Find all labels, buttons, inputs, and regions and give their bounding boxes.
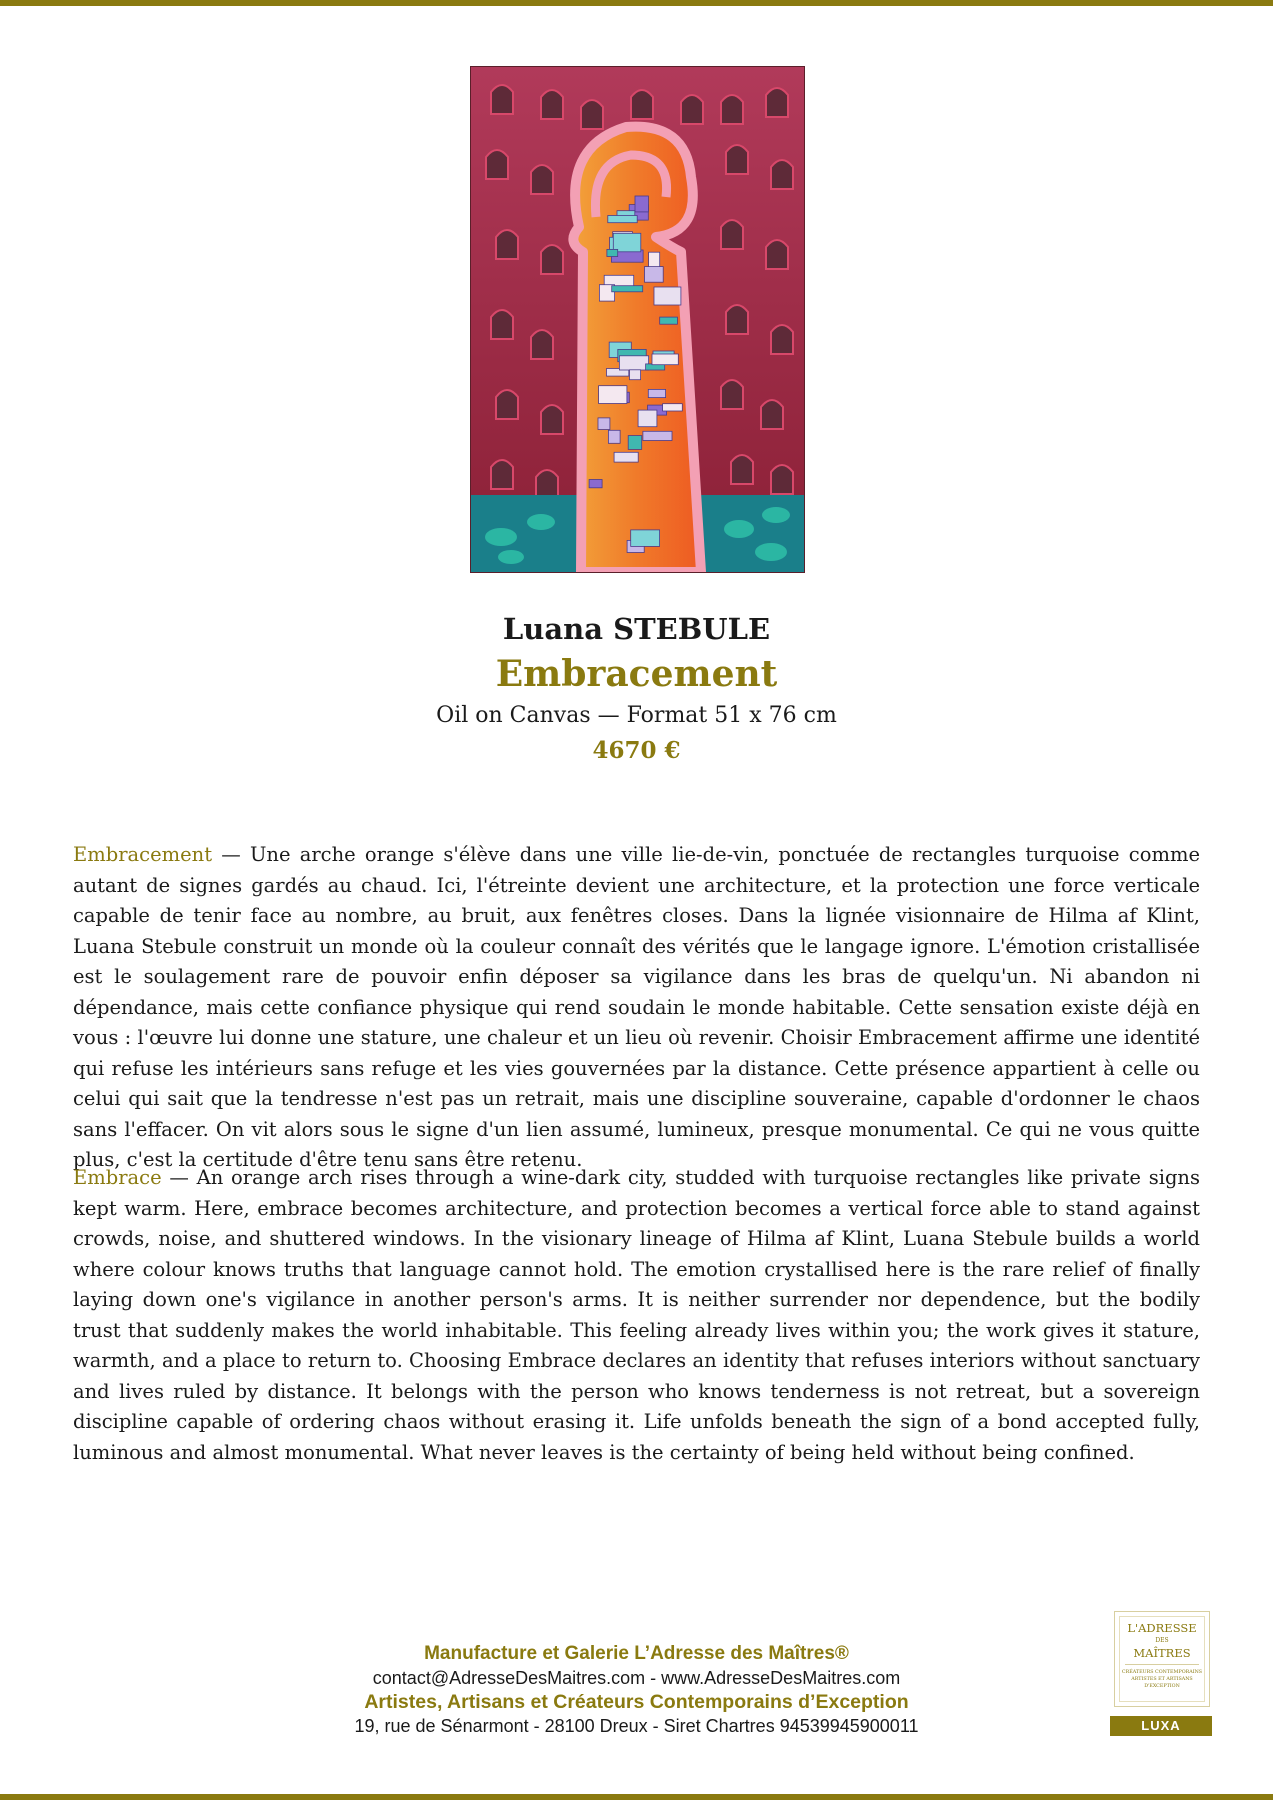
artwork-medium-format: Oil on Canvas — Format 51 x 76 cm [436,703,837,728]
description-french-text: — Une arche orange s'élève dans une ville lie-de-vin, ponctuée de rectangles turquoise comme autant de signes gardés au chaud. Ici, l'étreinte devient une architecture, et la protection une force verticale capable de tenir face au nombre, au bruit, aux fenêtres closes. Dans la lignée visionnaire de Hilma af Klint, Luana Stebule construit un monde où la couleur connaît des vérités que le langage ignore. L'émotion cristallisée est le soulagement rare de pouvoir enfin déposer sa vigilance dans les bras de quelqu'un. Ni abandon ni dépendance, mais cette confiance physique qui rend soudain le monde habitable. Cette sensation existe déjà en vous : l'œuvre lui donne une stature, une chaleur et un lieu où revenir. Choisir Embracement affirme une identité qui refuse les intérieurs sans refuge et les vies gouvernées par la distance. Cette présence appartient à celle ou celui qui sait que la tendresse n'est pas un retrait, mais une discipline souveraine, capable d'ordonner le chaos sans l'effacer. On vit alors sous le signe d'un lien assumé, lumineux, presque monumental. Ce qui ne vous quitte plus, c'est la certitude d'être tenu sans être retenu. [73,843,1200,1171]
description-english-lead: Embrace [73,1166,162,1189]
description-english [73,1163,1200,1468]
logo-line-1: L'ADRESSE [1127,1621,1197,1635]
description-english-text: — An orange arch rises through a wine-dark city, studded with turquoise rectangles like private signs kept warm. Here, embrace becomes architecture, and protection becomes a vertical force able to stand against crowds, noise, and shuttered windows. In the visionary lineage of Hilma af Klint, Luana Stebule builds a world where colour knows truths that language cannot hold. The emotion crystallised here is the rare relief of finally laying down one's vigilance in another person's arms. It is neither surrender nor dependence, but the bodily trust that suddenly makes the world inhabitable. This feeling already lives within you; the work gives it stature, warmth, and a place to return to. Choosing Embrace declares an identity that refuses interiors without sanctuary and lives ruled by distance. It belongs with the person who knows tenderness is not retreat, but a sovereign discipline capable of ordering chaos without erasing it. Life unfolds beneath the sign of a bond accepted fully, luminous and almost monumental. What never leaves is the certainty of being held without being confined. [73,1166,1200,1464]
gallery-contact: contact@AdresseDesMaitres.com - www.AdresseDesMaitres.com [372,1668,901,1688]
description-french [73,840,1200,1176]
gallery-tagline: Artistes, Artisans et Créateurs Contemporains d’Exception [364,1691,909,1713]
logo-line-2: DES [1155,1637,1169,1644]
artwork-price: 4670 € [592,737,681,764]
luxa-badge: LUXA [1110,1716,1212,1736]
logo-divider [1125,1664,1199,1665]
gallery-logo [1114,1611,1210,1707]
logo-line-3: MAÎTRES [1133,1646,1191,1660]
description-french-lead: Embracement [73,843,213,866]
gallery-name: Manufacture et Galerie L’Adresse des Maîtres® [424,1643,849,1664]
bottom-border [0,1794,1273,1800]
top-border [0,0,1273,6]
artwork-title: Embracement [495,653,778,695]
artist-name: Luana STEBULE [502,612,771,646]
gallery-address: 19, rue de Sénarmont - 28100 Dreux - Siret Chartres 94539945900011 [354,1716,919,1736]
logo-line-4: CRÉATEURS CONTEMPORAINS ARTISTES ET ARTISANS D'EXCEPTION [1121,1670,1203,1689]
artwork-image [470,66,805,573]
